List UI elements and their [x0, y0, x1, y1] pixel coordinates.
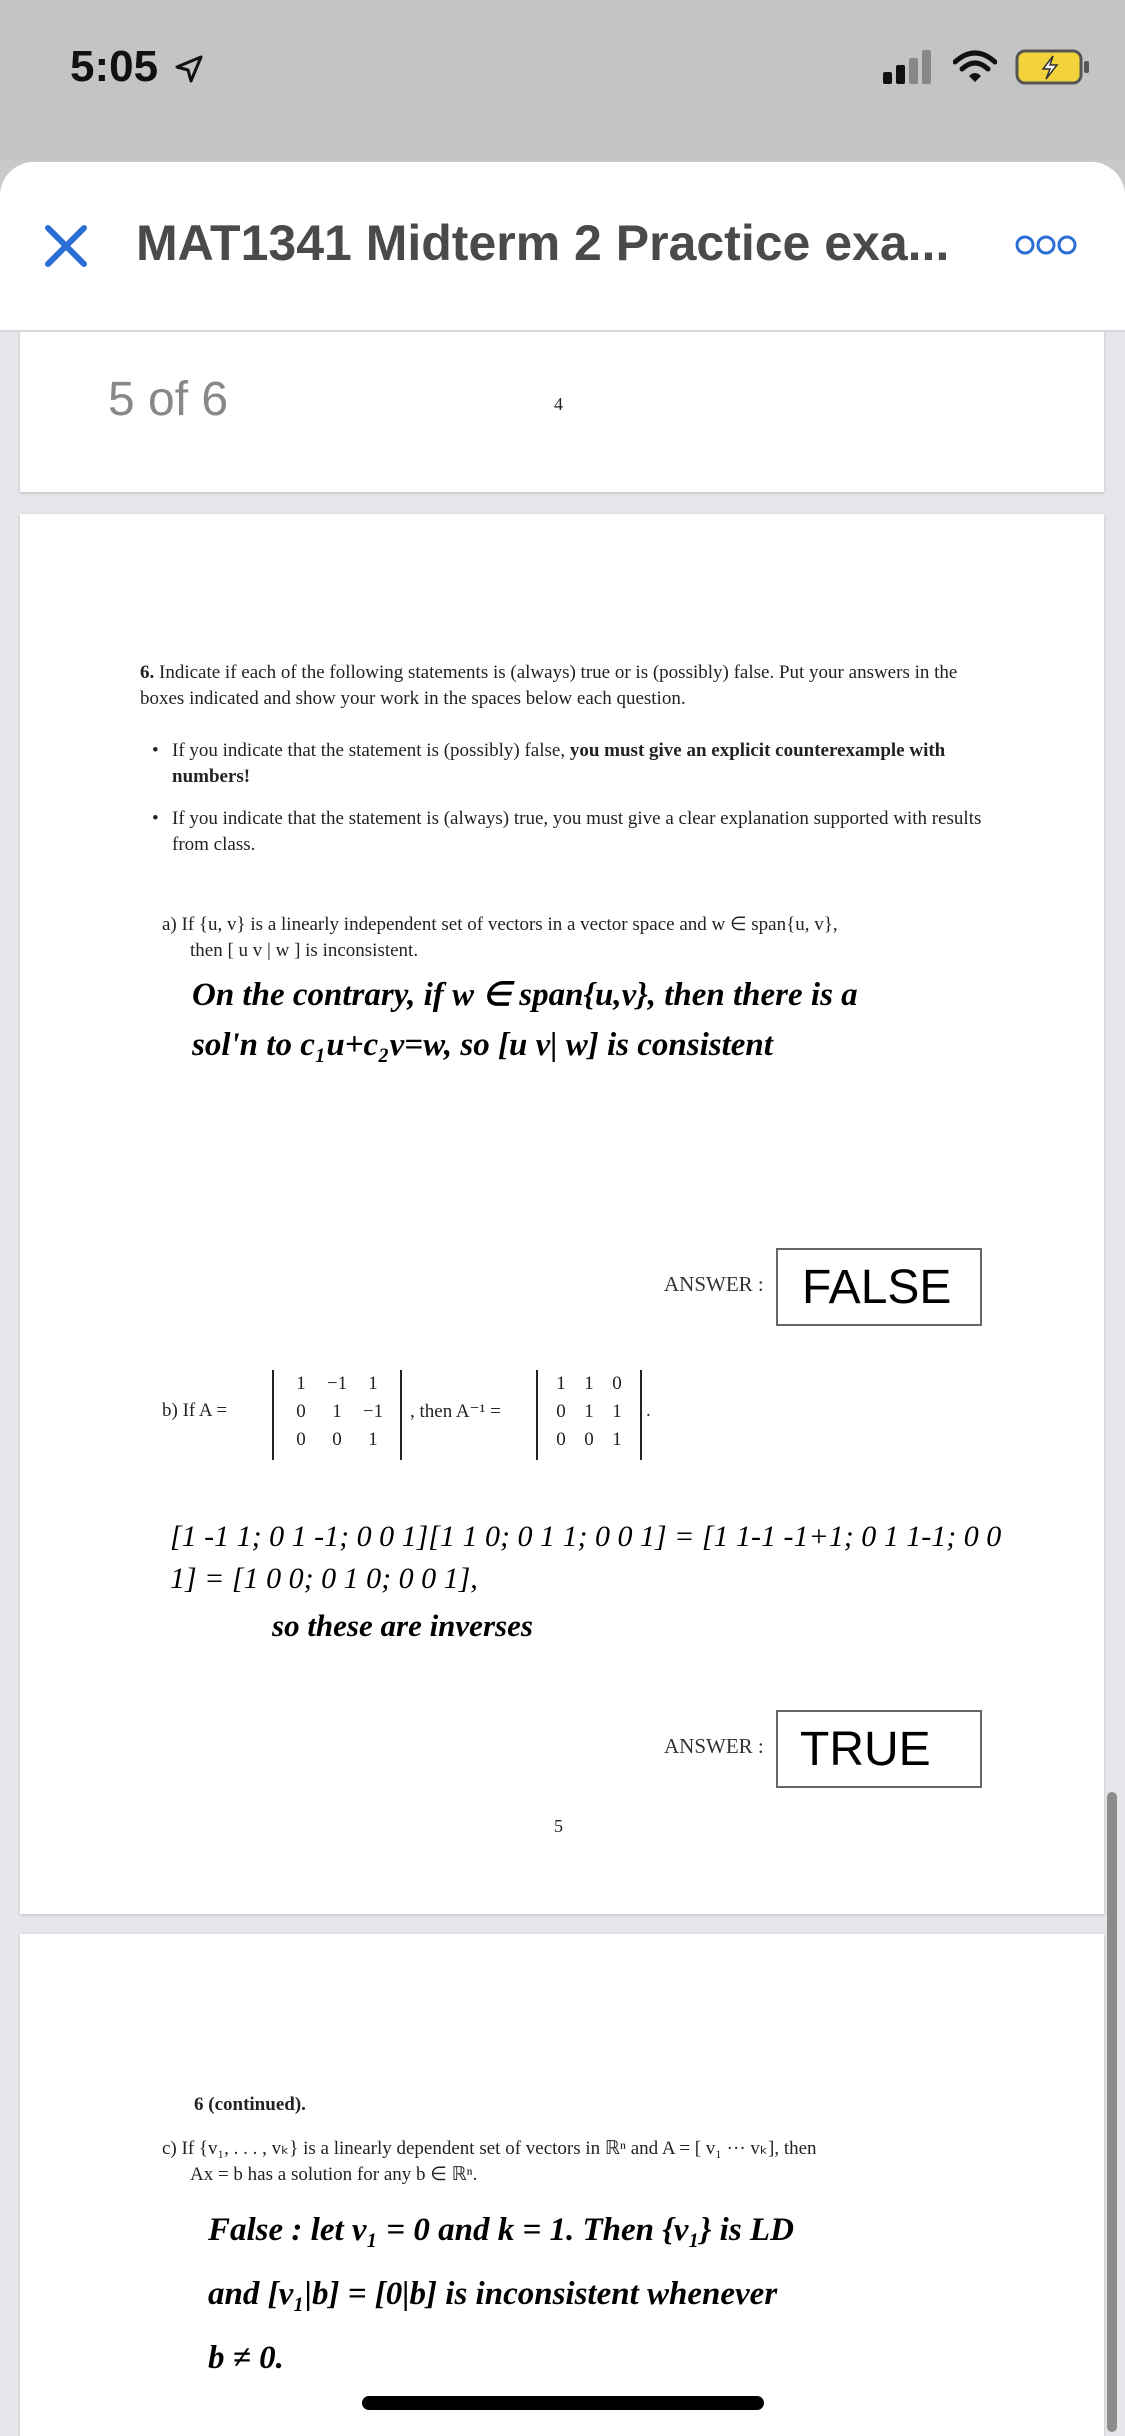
time-text: 5:05	[70, 42, 159, 91]
answer-box-a	[776, 1248, 982, 1326]
instruction-bullet-2: • If you indicate that the statement is (always) true, you must give a clear explanation supported with results from class.	[152, 808, 982, 855]
matrix-cell: −1	[326, 1373, 348, 1394]
location-arrow-icon	[174, 54, 204, 84]
page-number: 5	[554, 1816, 563, 1836]
handwritten-answer-b: so these are inverses	[272, 1608, 533, 1643]
cellular-signal-icon	[883, 50, 935, 84]
handwritten-line: False : let v₁ = 0 and k = 1. Then {v₁} is LD	[208, 2212, 794, 2248]
matrix-cell: 1	[556, 1373, 566, 1394]
matrix-cell: 1	[368, 1373, 378, 1394]
handwritten-line: b ≠ 0.	[208, 2340, 284, 2376]
page-6-heading: 6 (continued).	[194, 2094, 306, 2115]
pdf-viewer[interactable]	[0, 332, 1125, 2436]
pdf-page-4	[20, 332, 1104, 492]
matrix-cell: 1	[612, 1429, 622, 1450]
home-indicator[interactable]	[362, 2396, 764, 2410]
question-number: 6.	[140, 662, 155, 683]
nav-bar	[0, 162, 1125, 332]
question-c	[162, 2136, 1012, 2188]
page-number: 4	[554, 394, 563, 414]
bullet-emphasis: you must give an explicit counterexample with numbers!	[172, 740, 946, 787]
matrix-a	[272, 1370, 402, 1460]
status-time	[70, 42, 204, 92]
handwritten-calculation-b: [1 -1 1; 0 1 -1; 0 0 1][1 1 0; 0 1 1; 0 0 1] = [1 1-1 -1+1; 0 1 1-1; 0 0 1] = [1 0 0; 0 1 0; 0 0 1],	[170, 1520, 1002, 1595]
matrix-cell: 0	[584, 1429, 594, 1450]
matrix-cell: −1	[362, 1401, 384, 1422]
question-b-prefix: b) If A =	[162, 1400, 228, 1421]
handwritten-line: and [v₁|b] = [0|b] is inconsistent whenever	[208, 2276, 778, 2312]
question-a-line-1: a) If {u, v} is a linearly independent set of vectors in a vector space and w ∈ span{u, v},	[162, 914, 838, 935]
question-6-intro	[140, 660, 1000, 712]
answer-label: ANSWER :	[664, 1734, 764, 1758]
matrix-cell: 1	[368, 1429, 378, 1450]
question-text: Indicate if each of the following statements is (always) true or is (possibly) false. Put your answers in the boxes indicated and show your work in the spaces below each question.	[140, 662, 958, 709]
question-a-line-2: then [ u v | w ] is inconsistent.	[190, 940, 419, 961]
handwritten-answer-a	[192, 970, 858, 1070]
matrix-cell: 0	[332, 1429, 342, 1450]
matrix-cell: 0	[612, 1373, 622, 1394]
matrix-cell: 1	[612, 1401, 622, 1422]
answer-box-b	[776, 1710, 982, 1788]
matrix-cell: 1	[584, 1373, 594, 1394]
handwritten-answer-c	[208, 2198, 794, 2390]
question-b-end: .	[646, 1400, 651, 1421]
document-sheet	[0, 162, 1125, 2436]
page-indicator: 5 of 6	[108, 373, 229, 426]
matrix-cell: 0	[296, 1401, 306, 1422]
question-a	[162, 912, 1012, 964]
handwritten-line: On the contrary, if w ∈ span{u,v}, then there is a	[192, 977, 858, 1013]
wifi-icon	[953, 50, 997, 84]
document-title: MAT1341 Midterm 2 Practice exa...	[136, 215, 950, 271]
answer-value: TRUE	[800, 1723, 931, 1776]
system-icons	[883, 48, 1091, 86]
matrix-cell: 0	[296, 1429, 306, 1450]
matrix-a-inverse	[536, 1370, 642, 1460]
instruction-bullet-1: • If you indicate that the statement is (possibly) false, you must give an explicit counterexample with numbers!	[152, 740, 946, 787]
question-c-line-1: c) If {v₁, . . . , vₖ} is a linearly dependent set of vectors in ℝⁿ and A = [ v₁ ··· vₖ], then	[162, 2138, 817, 2159]
pdf-page-5	[20, 514, 1104, 1914]
matrix-cell: 1	[332, 1401, 342, 1422]
pdf-page-6	[20, 1934, 1104, 2436]
scrollbar[interactable]	[1107, 1792, 1117, 2432]
question-c-line-2: Ax = b has a solution for any b ∈ ℝⁿ.	[190, 2164, 478, 2185]
battery-charging-icon	[1015, 48, 1091, 86]
matrix-cell: 1	[296, 1373, 306, 1394]
handwritten-line: sol'n to c₁u+c₂v=w, so [u v| w] is consistent	[192, 1027, 773, 1063]
matrix-cell: 0	[556, 1401, 566, 1422]
answer-value: FALSE	[802, 1261, 952, 1314]
bullet-text: If you indicate that the statement is (always) true, you must give a clear explanation supported with results from class.	[172, 808, 982, 855]
more-options-icon[interactable]	[1015, 234, 1077, 256]
status-bar	[0, 0, 1125, 160]
matrix-cell: 1	[584, 1401, 594, 1422]
answer-label: ANSWER :	[664, 1272, 764, 1296]
bullet-text: If you indicate that the statement is (possibly) false,	[172, 740, 566, 761]
question-b-middle: , then A⁻¹ =	[410, 1401, 501, 1422]
close-icon[interactable]	[40, 220, 92, 272]
matrix-cell: 0	[556, 1429, 566, 1450]
